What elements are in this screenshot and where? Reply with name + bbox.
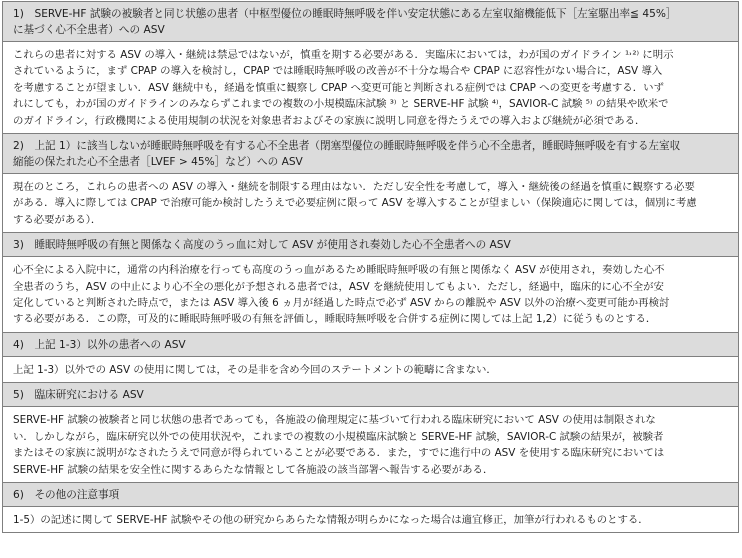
section-4 (3, 333, 738, 383)
section-heading (3, 134, 738, 174)
section-1 (3, 2, 738, 134)
body-line: SERVE-HF 試験の結果を安全性に関するあらたな情報として各施設の該当部署へ報告する必要がある． (13, 463, 494, 476)
heading-line: 1) SERVE-HF 試験の被験者と同じ状態の患者（中枢型優位の睡眠時無呼吸を伴い安定状態にある左室収縮機能低下［左室駆出率≦ 45%］ (13, 8, 677, 20)
section-heading (3, 333, 738, 357)
section-body (3, 174, 738, 233)
body-line: する必要がある）． (13, 213, 102, 226)
section-heading (3, 233, 738, 257)
body-line: これらの患者に対する ASV の導入・継続は禁忌ではないが，慎重を期する必要がある．実臨床においては，わが国のガイドライン ¹˒²⁾ に明示 (13, 49, 674, 61)
body-line: 全患者のうち，ASV の中止により心不全の悪化が予想される患者では，ASV を継続使用してもよい．ただし，経過中，臨床的に心不全が安 (13, 280, 664, 293)
body-line: がある．導入に際しては CPAP で治療可能か検討したうえで必要症例に限って ASV を導入することが望ましい（保険適応に関しては，個別に考慮 (13, 197, 697, 210)
section-body (3, 357, 738, 383)
heading-line: 縮能の保たれた心不全患者［LVEF > 45%］など）への ASV (13, 156, 303, 169)
section-body (3, 42, 738, 134)
body-line: れにしても，わが国のガイドラインのみならずこれまでの複数の小規模臨床試験 ³⁾ と SERVE-HF 試験 ⁴⁾，SAVIOR-C 試験 ⁵⁾ の結果や欧米で (13, 98, 669, 111)
heading-line: 5) 臨床研究における ASV (13, 389, 144, 402)
heading-line: 6) その他の注意事項 (13, 488, 120, 501)
body-line: を考慮することが望ましい．ASV 継続中も，経過を慎重に観察し CPAP へ変更可能と判断される症例では CPAP への変更を考慮する．いず (13, 81, 664, 94)
body-line: する必要がある．この際，可及的に睡眠時無呼吸の有無を評価し，睡眠時無呼吸を合併する症例に関しては上記 1,2）に従うものとする． (13, 313, 657, 326)
section-body (3, 257, 738, 333)
body-line: 1-5）の記述に関して SERVE-HF 試験やその他の研究からあらたな情報が明らかになった場合は適宜修正，加筆が行われるものとする． (13, 513, 649, 526)
section-heading (3, 2, 738, 42)
section-5 (3, 383, 738, 483)
heading-line: 3) 睡眠時無呼吸の有無と関係なく高度のうっ血に対して ASV が使用され奏効した心不全患者への ASV (13, 239, 511, 252)
body-line: 心不全による入院中に，通常の内科治療を行っても高度のうっ血があるため睡眠時無呼吸の有無と関係なく ASV が使用され，奏効した心不 (13, 264, 665, 277)
body-line: 上記 1-3）以外での ASV の使用に関しては，その是非を含め今回のステートメントの範疇に含まない． (13, 363, 497, 376)
section-heading (3, 383, 738, 407)
section-body (3, 507, 738, 532)
section-heading (3, 483, 738, 507)
body-line: 定化していると判断された時点で，または ASV 導入後 6 ヵ月が経過した時点で必ず ASV からの離脱や ASV 以外の治療へ変更可能か再検討 (13, 297, 670, 310)
heading-line: 2) 上記 1）に該当しないが睡眠時無呼吸を有する心不全患者（閉塞型優位の睡眠時無呼吸を伴う心不全患者，睡眠時無呼吸を有する左室収 (13, 140, 681, 153)
section-body (3, 407, 738, 483)
body-line: い．しかしながら，臨床研究以外での使用状況や，これまでの複数の小規模臨床試験と SERVE-HF 試験，SAVIOR-C 試験の結果が，被験者 (13, 430, 664, 443)
section-3 (3, 233, 738, 333)
body-line: のガイドライン，行政機関による使用規制の状況を対象患者およびその家族に説明し同意を得たうえでの導入および継続が必須である． (13, 114, 646, 127)
body-line: SERVE-HF 試験の被験者と同じ状態の患者であっても，各施設の倫理規定に基づいて行われる臨床研究において ASV の使用は制限されな (13, 414, 656, 427)
body-line: またはその家族に説明がなされたうえで同意が得られていることが必要である．また，すでに進行中の ASV を使用する臨床研究においては (13, 447, 665, 460)
body-line: 現在のところ，これらの患者への ASV の導入・継続を制限する理由はない．ただし安全性を考慮して，導入・継続後の経過を慎重に観察する必要 (13, 181, 695, 194)
heading-line: 4) 上記 1-3）以外の患者への ASV (13, 338, 186, 351)
body-line: されているように，まず CPAP の導入を検討し，CPAP では睡眠時無呼吸の改善が不十分な場合や CPAP に忍容性がない場合に，ASV 導入 (13, 65, 663, 78)
section-6 (3, 483, 738, 532)
statement-table (2, 1, 739, 533)
heading-line: に基づく心不全患者）への ASV (13, 24, 165, 36)
section-2 (3, 134, 738, 233)
